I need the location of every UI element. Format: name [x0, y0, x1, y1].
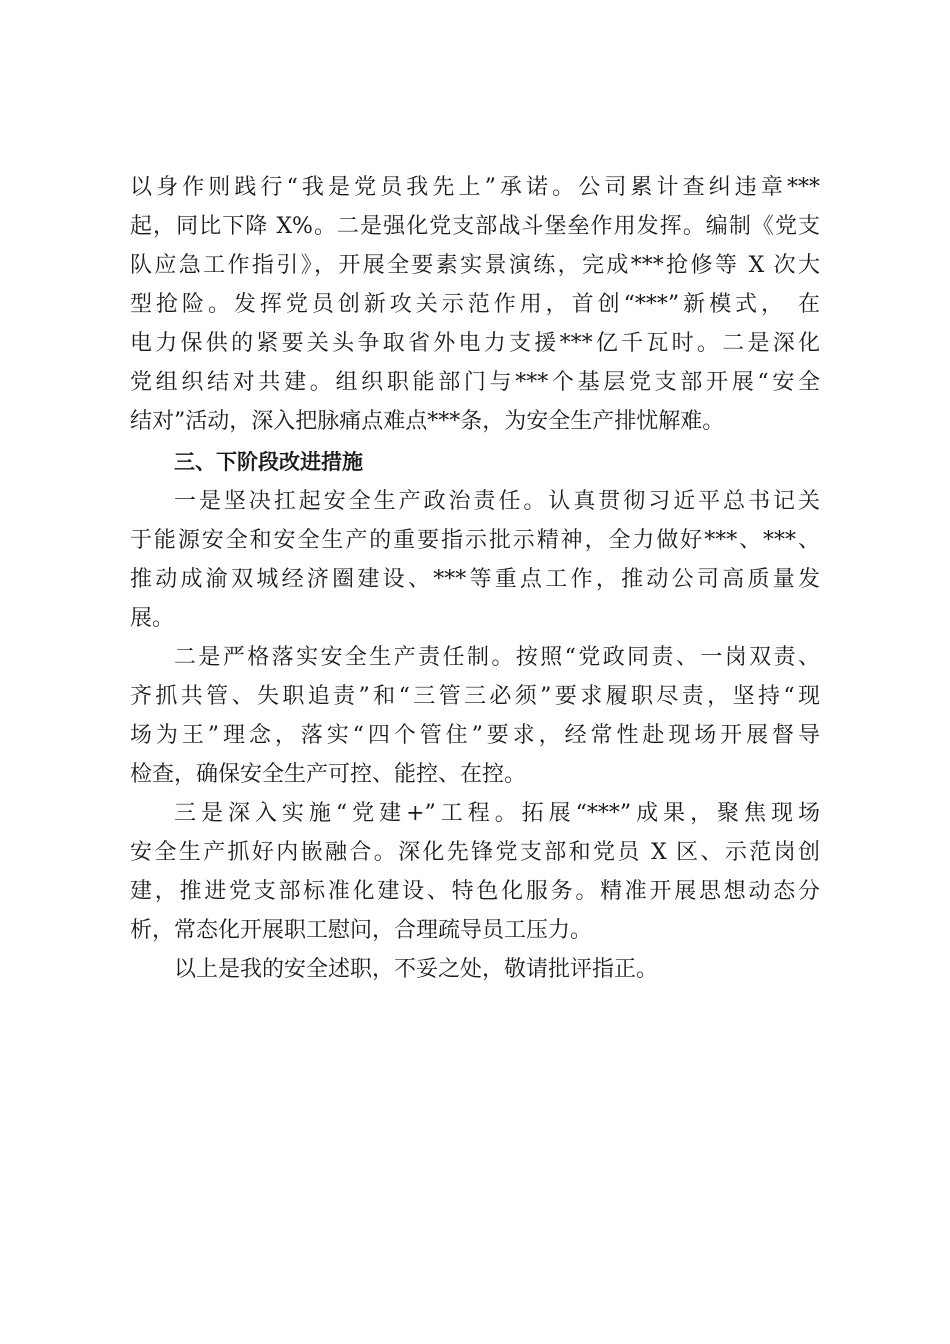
- measure-paragraph-3: [130, 794, 820, 950]
- text-line: 党组织结对共建。组织职能部门与***个基层党支部开展“安全: [130, 370, 820, 395]
- text-line: 结对”活动，深入把脉痛点难点***条，为安全生产排忧解难。: [130, 409, 725, 434]
- text-line: 型抢险。发挥党员创新攻关示范作用，首创“***”新模式， 在: [130, 292, 820, 317]
- text-line: 齐抓共管、失职追责”和“三管三必须”要求履职尽责，坚持“现: [130, 684, 820, 709]
- text-line: 场为王”理念，落实“四个管住”要求，经常性赴现场开展督导: [130, 723, 820, 748]
- text-line: 二是严格落实安全生产责任制。按照“党政同责、一岗双责、: [174, 645, 820, 670]
- text-line: 三是深入实施“党建+”工程。拓展“***”成果，聚焦现场: [174, 801, 820, 826]
- text-line: 电力保供的紧要关头争取省外电力支援***亿千瓦时。二是深化: [130, 331, 820, 356]
- text-line: 起，同比下降 X%。二是强化党支部战斗堡垒作用发挥。编制《党支: [130, 214, 820, 239]
- text-line: 推动成渝双城经济圈建设、***等重点工作，推动公司高质量发: [130, 567, 820, 592]
- text-line: 以身作则践行“我是党员我先上”承诺。公司累计查纠违章***: [130, 175, 820, 200]
- text-line: 安全生产抓好内嵌融合。深化先锋党支部和党员 X 区、示范岗创: [130, 840, 820, 865]
- text-line: 于能源安全和安全生产的重要指示批示精神，全力做好***、***、: [130, 528, 820, 553]
- text-line: 建，推进党支部标准化建设、特色化服务。精准开展思想动态分: [130, 879, 820, 904]
- section-heading: 三、下阶段改进措施: [174, 450, 363, 474]
- document-body: [130, 168, 820, 989]
- text-line: 检查，确保安全生产可控、能控、在控。: [130, 762, 527, 787]
- text-line: 一是坚决扛起安全生产政治责任。认真贯彻习近平总书记关: [174, 489, 820, 514]
- measure-paragraph-2: [130, 638, 820, 794]
- text-line: 队应急工作指引》，开展全要素实景演练，完成***抢修等 X 次大: [130, 253, 820, 278]
- text-line: 展。: [130, 606, 175, 631]
- text-line: 析，常态化开展职工慰问，合理疏导员工压力。: [130, 918, 593, 943]
- closing-sentence: 以上是我的安全述职，不妥之处，敬请批评指正。: [174, 957, 659, 982]
- continuation-paragraph: [130, 168, 820, 441]
- measure-paragraph-1: [130, 482, 820, 638]
